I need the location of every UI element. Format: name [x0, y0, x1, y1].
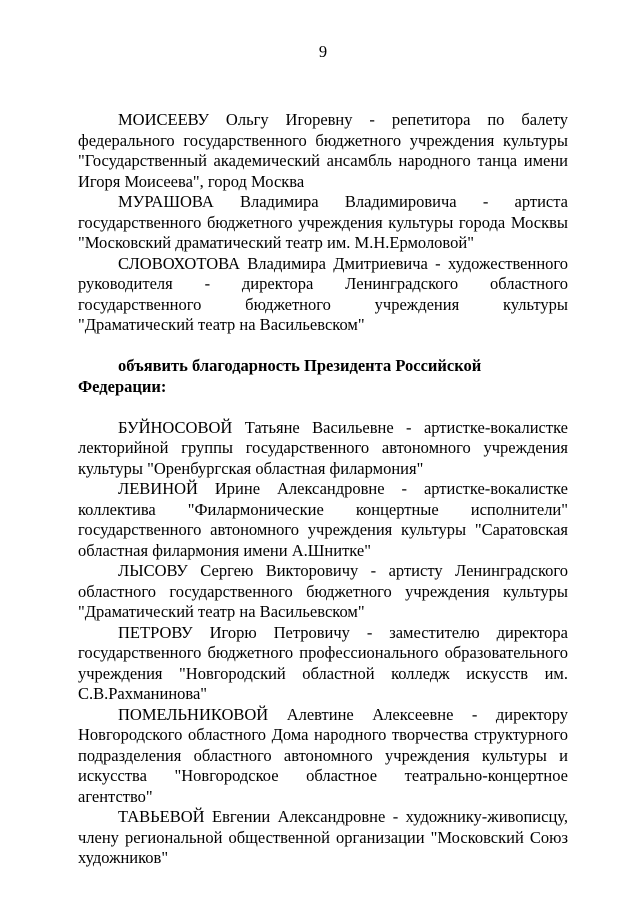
document-body	[78, 110, 568, 869]
entry-levina: ЛЕВИНОЙ Ирине Александровне - артистке-вокалистке коллектива "Филармонические концертные исполнители" государственного автономного учреждения культуры "Саратовская областная филармония имени А.Шнитке"	[78, 479, 568, 560]
entry-lysov: ЛЫСОВУ Сергею Викторовичу - артисту Ленинградского областного государственного бюджетного учреждения культуры "Драматический театр на Васильевском"	[78, 561, 568, 621]
entry-slovokhotov: СЛОВОХОТОВА Владимира Дмитриевича - художественного руководителя - директора Ленинградского областного государственного бюджетного учреждения культуры "Драматический театр на Васильевском"	[78, 253, 568, 334]
entry-tavyeva: ТАВЬЕВОЙ Евгении Александровне - художнику-живописцу, члену региональной общественной организации "Московский Союз художников"	[78, 807, 568, 867]
entry-petrov: ПЕТРОВУ Игорю Петровичу - заместителю директора государственного бюджетного профессионального образовательного учреждения "Новгородский областной колледж искусств им. С.В.Рахманинова"	[78, 622, 568, 703]
entry-murashov: МУРАШОВА Владимира Владимировича - артиста государственного бюджетного учреждения культуры города Москвы "Московский драматический театр им. М.Н.Ермоловой"	[78, 192, 568, 252]
spacer	[78, 336, 568, 357]
entry-buynosova: БУЙНОСОВОЙ Татьяне Васильевне - артистке-вокалистке лекторийной группы государственного автономного учреждения культуры "Оренбургская областная филармония"	[78, 417, 568, 478]
spacer	[78, 397, 568, 418]
entry-moiseeva: МОИСЕЕВУ Ольгу Игоревну - репетитора по балету федерального государственного бюджетного учреждения культуры "Государственный академический ансамбль народного танца имени Игоря Моисеева", город Москва	[78, 110, 568, 191]
page-number: 9	[318, 42, 328, 61]
section-heading: объявить благодарность Президента Российской Федерации:	[78, 356, 482, 396]
entry-pomelnikova: ПОМЕЛЬНИКОВОЙ Алевтине Алексеевне - директору Новгородского областного Дома народного творчества структурного подразделения областного автономного учреждения культуры и искусства "Новгородское областное театрально-концертное агентство"	[78, 704, 568, 806]
